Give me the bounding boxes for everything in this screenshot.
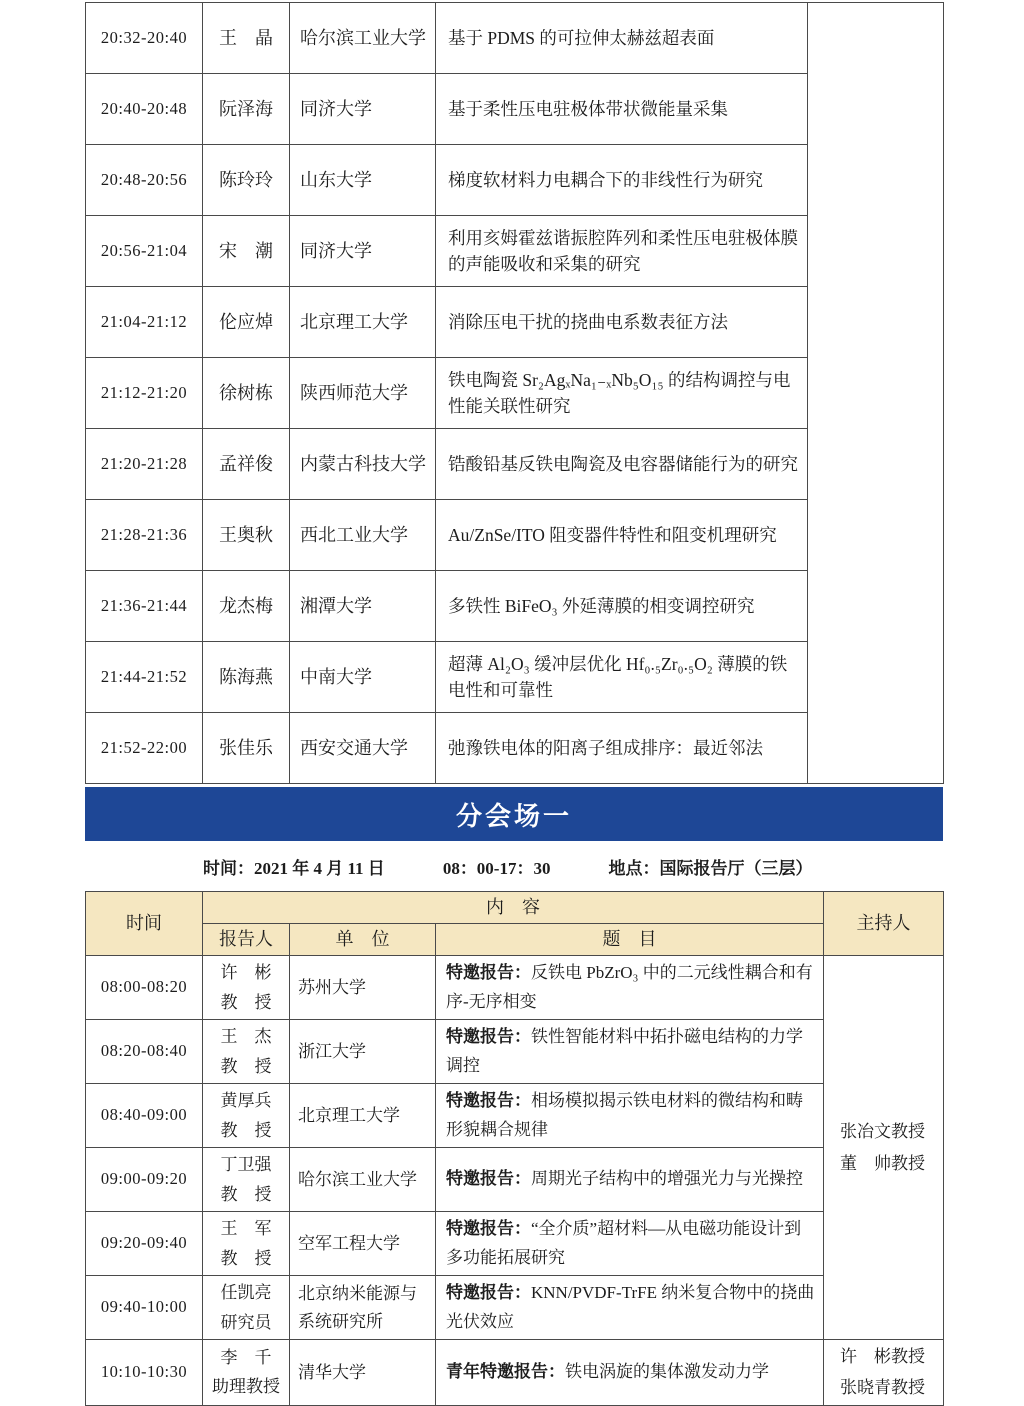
- time-cell: 09:00-09:20: [86, 1148, 203, 1212]
- affiliation-cell: 浙江大学: [290, 1020, 436, 1084]
- time-cell: 09:40-10:00: [86, 1276, 203, 1340]
- time-cell: 21:36-21:44: [86, 571, 203, 642]
- speaker-name: 王 军: [220, 1218, 272, 1238]
- speaker-cell: [203, 1148, 290, 1212]
- speaker-cell: 张佳乐: [203, 713, 290, 784]
- talk-title-text: 铁性智能材料中拓扑磁电结构的力学调控: [446, 1026, 803, 1075]
- speaker-degree: 助理教授: [212, 1377, 280, 1397]
- table-row: [86, 1020, 944, 1084]
- time-cell: 10:10-10:30: [86, 1340, 203, 1406]
- table-row: [86, 1276, 944, 1340]
- table-row: [86, 1084, 944, 1148]
- table-row: [86, 1340, 944, 1406]
- header-row: [86, 892, 944, 924]
- chair-name: 张晓青教授: [840, 1378, 925, 1398]
- talk-title-cell: [436, 1020, 824, 1084]
- affiliation-cell: 北京理工大学: [290, 287, 436, 358]
- speaker-name: 丁卫强: [220, 1154, 272, 1174]
- speaker-name: 王 杰: [220, 1026, 272, 1046]
- affiliation-cell: 西北工业大学: [290, 500, 436, 571]
- speaker-name: 李 千: [220, 1347, 272, 1367]
- time-cell: 08:40-09:00: [86, 1084, 203, 1148]
- chair-name: 许 彬教授: [840, 1347, 925, 1366]
- time-cell: 21:20-21:28: [86, 429, 203, 500]
- talk-title-cell: 基于 PDMS 的可拉伸太赫兹超表面: [436, 3, 808, 74]
- speaker-cell: 阮泽海: [203, 74, 290, 145]
- speaker-cell: [203, 1276, 290, 1340]
- talk-title-cell: 铁电陶瓷 Sr₂AgₓNa₁₋ₓNb₅O₁₅ 的结构调控与电性能关联性研究: [436, 358, 808, 429]
- session-date: 时间：2021 年 4 月 11 日: [203, 858, 385, 878]
- col-header-affiliation: 单 位: [290, 924, 436, 956]
- time-cell: 21:04-21:12: [86, 287, 203, 358]
- col-header-title: 题 目: [436, 924, 824, 956]
- talk-title-cell: 利用亥姆霍兹谐振腔阵列和柔性压电驻极体膜的声能吸收和采集的研究: [436, 216, 808, 287]
- evening-session-table: [85, 2, 944, 784]
- speaker-cell: 龙杰梅: [203, 571, 290, 642]
- affiliation-cell: 内蒙古科技大学: [290, 429, 436, 500]
- chair-cell: [824, 1340, 944, 1406]
- talk-title-cell: [436, 1340, 824, 1406]
- talk-title-text: KNN/PVDF-TrFE 纳米复合物中的挠曲光伏效应: [446, 1282, 815, 1331]
- chair-name: 董 帅教授: [840, 1153, 925, 1173]
- speaker-degree: 教 授: [220, 992, 272, 1012]
- speaker-cell: [203, 956, 290, 1020]
- affiliation-cell: 西安交通大学: [290, 713, 436, 784]
- talk-title-cell: Au/ZnSe/ITO 阻变器件特性和阻变机理研究: [436, 500, 808, 571]
- time-cell: 20:48-20:56: [86, 145, 203, 216]
- chair-column-empty: [808, 3, 944, 784]
- affiliation-cell: 山东大学: [290, 145, 436, 216]
- talk-type-label: 青年特邀报告：: [446, 1361, 565, 1381]
- talk-title-cell: [436, 956, 824, 1020]
- header-subrow: [86, 924, 944, 956]
- time-cell: 21:44-21:52: [86, 642, 203, 713]
- speaker-cell: 伦应焯: [203, 287, 290, 358]
- col-header-chair: 主持人: [824, 892, 944, 956]
- session-banner-title: 分会场一: [455, 801, 572, 831]
- chair-name: 张冶文教授: [840, 1122, 925, 1142]
- talk-title-cell: 梯度软材料力电耦合下的非线性行为研究: [436, 145, 808, 216]
- time-cell: 21:52-22:00: [86, 713, 203, 784]
- speaker-cell: 宋 潮: [203, 216, 290, 287]
- table-row: [86, 1212, 944, 1276]
- talk-title-text: 反铁电 PbZrO₃ 中的二元线性耦合和有序-无序相变: [446, 962, 813, 1011]
- speaker-name: 黄厚兵: [220, 1090, 272, 1110]
- talk-title-cell: 基于柔性压电驻极体带状微能量采集: [436, 74, 808, 145]
- affiliation-cell: 中南大学: [290, 642, 436, 713]
- speaker-cell: [203, 1212, 290, 1276]
- time-cell: 20:56-21:04: [86, 216, 203, 287]
- affiliation-cell: 北京理工大学: [290, 1084, 436, 1148]
- speaker-cell: 陈海燕: [203, 642, 290, 713]
- table-row: [86, 956, 944, 1020]
- talk-title-text: 周期光子结构中的增强光力与光操控: [531, 1169, 803, 1189]
- talk-title-cell: 消除压电干扰的挠曲电系数表征方法: [436, 287, 808, 358]
- time-cell: 20:40-20:48: [86, 74, 203, 145]
- speaker-cell: [203, 1340, 290, 1406]
- talk-title-cell: 弛豫铁电体的阳离子组成排序：最近邻法: [436, 713, 808, 784]
- col-header-speaker: 报告人: [203, 924, 290, 956]
- time-cell: 21:12-21:20: [86, 358, 203, 429]
- speaker-degree: 教 授: [220, 1248, 272, 1268]
- affiliation-cell: 北京纳米能源与系统研究所: [290, 1276, 436, 1340]
- talk-type-label: 特邀报告：: [446, 1026, 531, 1046]
- affiliation-cell: 苏州大学: [290, 956, 436, 1020]
- talk-type-label: 特邀报告：: [446, 1090, 531, 1110]
- session-info-line: [85, 841, 943, 891]
- speaker-degree: 教 授: [220, 1120, 272, 1140]
- talk-title-text: “全介质”超材料—从电磁功能设计到多功能拓展研究: [446, 1218, 802, 1267]
- speaker-cell: 王奥秋: [203, 500, 290, 571]
- affiliation-cell: 哈尔滨工业大学: [290, 1148, 436, 1212]
- talk-title-cell: [436, 1148, 824, 1212]
- session-location: 地点：国际报告厅（三层）: [608, 858, 813, 878]
- talk-title-cell: [436, 1276, 824, 1340]
- program-page: [85, 0, 943, 1406]
- affiliation-cell: 同济大学: [290, 74, 436, 145]
- talk-title-cell: 超薄 Al₂O₃ 缓冲层优化 Hf₀.₅Zr₀.₅O₂ 薄膜的铁电性和可靠性: [436, 642, 808, 713]
- speaker-cell: 陈玲玲: [203, 145, 290, 216]
- session-one-table: [85, 891, 944, 1406]
- talk-title-cell: [436, 1084, 824, 1148]
- talk-type-label: 特邀报告：: [446, 1169, 531, 1189]
- time-cell: 08:20-08:40: [86, 1020, 203, 1084]
- time-cell: 21:28-21:36: [86, 500, 203, 571]
- talk-title-cell: 锆酸铅基反铁电陶瓷及电容器储能行为的研究: [436, 429, 808, 500]
- talk-title-text: 铁电涡旋的集体激发动力学: [565, 1361, 769, 1381]
- speaker-name: 任凯亮: [220, 1282, 272, 1302]
- affiliation-cell: 清华大学: [290, 1340, 436, 1406]
- speaker-degree: 教 授: [220, 1056, 272, 1076]
- speaker-cell: [203, 1020, 290, 1084]
- talk-type-label: 特邀报告：: [446, 962, 531, 982]
- session-banner: [85, 787, 943, 841]
- speaker-cell: 王 晶: [203, 3, 290, 74]
- col-header-content: 内 容: [203, 892, 824, 924]
- affiliation-cell: 哈尔滨工业大学: [290, 3, 436, 74]
- talk-title-cell: [436, 1212, 824, 1276]
- affiliation-cell: 陕西师范大学: [290, 358, 436, 429]
- speaker-name: 许 彬: [220, 962, 272, 982]
- talk-title-text: 相场模拟揭示铁电材料的微结构和畴形貌耦合规律: [446, 1090, 803, 1139]
- col-header-time: 时间: [86, 892, 203, 956]
- talk-title-cell: 多铁性 BiFeO₃ 外延薄膜的相变调控研究: [436, 571, 808, 642]
- speaker-cell: 孟祥俊: [203, 429, 290, 500]
- table-row: [86, 1148, 944, 1212]
- time-cell: 08:00-08:20: [86, 956, 203, 1020]
- chair-cell: [824, 956, 944, 1340]
- speaker-degree: 教 授: [220, 1184, 272, 1204]
- speaker-cell: 徐树栋: [203, 358, 290, 429]
- affiliation-cell: 同济大学: [290, 216, 436, 287]
- affiliation-cell: 湘潭大学: [290, 571, 436, 642]
- talk-type-label: 特邀报告：: [446, 1218, 531, 1238]
- speaker-cell: [203, 1084, 290, 1148]
- session-hours: 08：00-17：30: [442, 858, 551, 878]
- table-row: [86, 3, 944, 74]
- time-cell: 09:20-09:40: [86, 1212, 203, 1276]
- speaker-degree: 研究员: [220, 1312, 272, 1332]
- affiliation-cell: 空军工程大学: [290, 1212, 436, 1276]
- talk-type-label: 特邀报告：: [446, 1282, 531, 1302]
- time-cell: 20:32-20:40: [86, 3, 203, 74]
